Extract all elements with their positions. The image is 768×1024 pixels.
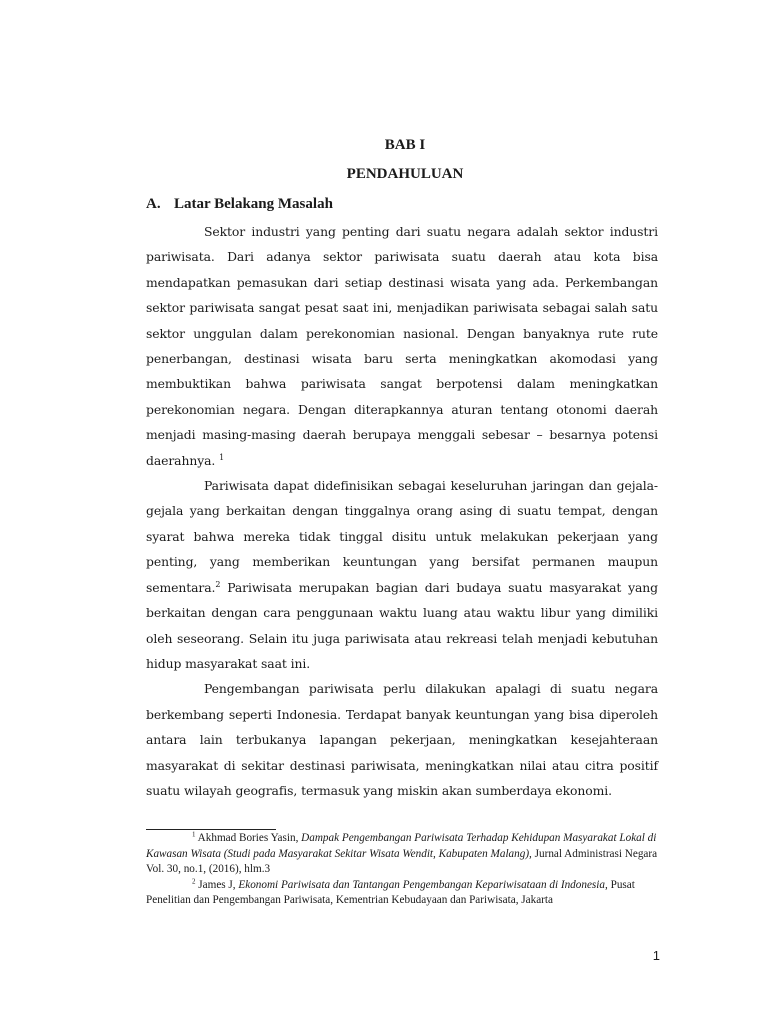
footnote-reference: 2 <box>215 579 221 589</box>
paragraph: Pengembangan pariwisata perlu dilakukan apalagi di suatu negara berkembang seperti Indonesia. Terdapat banyak keuntungan yang bisa diperoleh antara lain terbukanya lapangan pekerjaan, meningkatkan kesejahteraan masyarakat di sekitar destinasi pariwisata, meningkatkan nilai atau citra positif suatu wilayah geografis, termasuk yang miskin akan sumberdaya ekonomi. <box>146 681 658 798</box>
footnote: $^1$ Akhmad Bories Yasin, Dampak Pengembangan Pariwisata Terhadap Kehidupan Masyarakat Lokal di Kawasan Wisata (Studi pada Masyarakat Sekitar Wisata Wendit, Kabupaten Malang), Jurnal Administrasi Negara Vol. 30, no.1, (2016), hlm.3 <box>146 830 658 876</box>
section-heading <box>146 196 333 213</box>
paragraph: Pariwisata dapat didefinisikan sebagai keseluruhan jaringan dan gejala-gejala yang berkaitan dengan tinggalnya orang asing di suatu tempat, dengan syarat bahwa mereka tidak tinggal disitu untuk melakukan pekerjaan yang penting, yang memberikan keuntungan yang bersifat permanen maupun sementara.$^2$ Pariwisata merupakan bagian dari budaya suatu masyarakat yang berkaitan dengan cara penggunaan waktu luang atau waktu libur yang dimiliki oleh seseorang. Selain itu juga pariwisata atau rekreasi telah menjadi kebutuhan hidup masyarakat saat ini. <box>146 478 658 671</box>
chapter-number: BAB I <box>384 137 426 153</box>
footnote-separator <box>146 829 276 830</box>
footnote-title: Ekonomi Pariwisata dan Tantangan Pengembangan Kepariwisataan di Indonesia, <box>238 878 608 891</box>
chapter-title: PENDAHULUAN <box>346 166 464 182</box>
footnote-marker: 1 <box>192 830 196 839</box>
footnotes <box>146 831 658 909</box>
footnote-reference: 1 <box>219 452 225 462</box>
footnote-marker: 2 <box>192 877 196 886</box>
section-number: A. <box>146 196 161 212</box>
body-text <box>146 219 658 803</box>
footnote-title: Dampak Pengembangan Pariwisata Terhadap Kehidupan Masyarakat Lokal di Kawasan Wisata (Studi pada Masyarakat Sekitar Wisata Wendit, Kabupaten Malang), <box>146 832 657 860</box>
section-title: Latar Belakang Masalah <box>174 196 333 212</box>
paragraph: Sektor industri yang penting dari suatu negara adalah sektor industri pariwisata. Dari adanya sektor pariwisata suatu daerah atau kota bisa mendapatkan pemasukan dari setiap destinasi wisata yang ada. Perkembangan sektor pariwisata sangat pesat saat ini, menjadikan pariwisata sebagai salah satu sektor unggulan dalam perekonomian nasional. Dengan banyaknya rute rute penerbangan, destinasi wisata baru serta meningkatkan akomodasi yang membuktikan bahwa pariwisata sangat berpotensi dalam meningkatkan perekonomian negara. Dengan diterapkannya aturan tentang otonomi daerah menjadi masing-masing daerah berupaya menggali sebesar – besarnya potensi daerahnya. $^1$ <box>146 224 658 468</box>
footnote: $^2$ James J, Ekonomi Pariwisata dan Tantangan Pengembangan Kepariwisataan di Indonesia, Pusat Penelitian dan Pengembangan Pariwisata, Kementrian Kebudayaan dan Pariwisata, Jakarta <box>146 877 635 907</box>
page-number: 1 <box>652 948 660 963</box>
